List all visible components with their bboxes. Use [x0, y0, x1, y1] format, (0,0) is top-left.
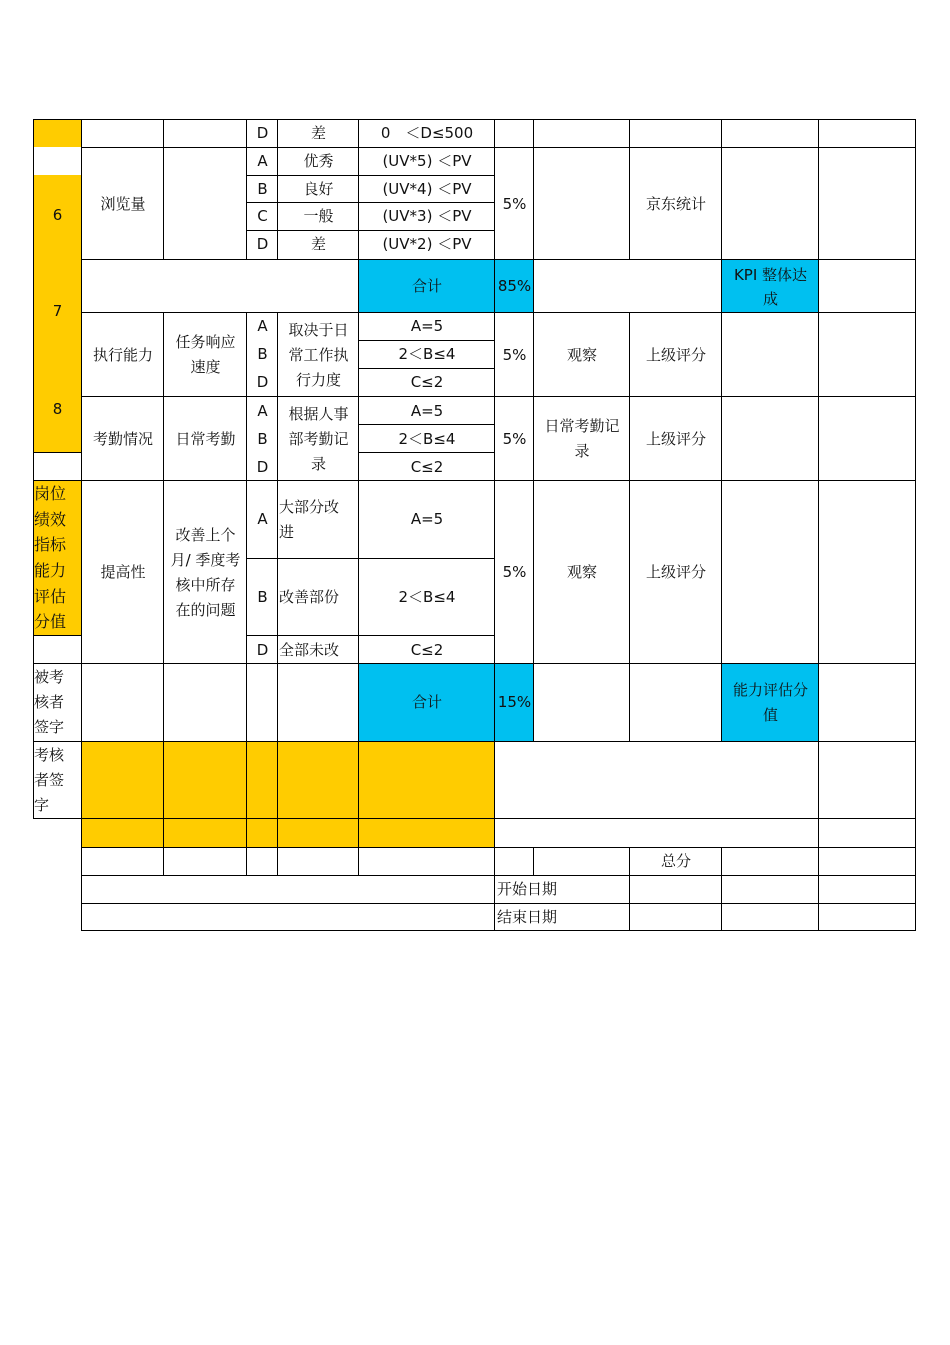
grid-line [163, 119, 164, 260]
grid-line [359, 424, 495, 425]
rule-cell: 2＜B≤4 [398, 344, 456, 363]
grid-line [247, 635, 495, 636]
grid-line [33, 741, 916, 742]
grade-label-cell: 良好 [303, 179, 334, 198]
grid-line [629, 119, 630, 260]
rule-cell: (UV*5) ＜PV [382, 152, 472, 170]
rule-cell: A=5 [410, 401, 444, 420]
grid-line [247, 230, 495, 231]
source-cell: 上级评分 [645, 563, 706, 581]
row-number-7: 7 [52, 302, 63, 320]
grid-line [358, 119, 359, 876]
source-cell: 上级评分 [645, 345, 706, 364]
grade-cell: D [256, 124, 269, 142]
rule-cell: (UV*4) ＜PV [382, 179, 472, 198]
criterion-cell: 全部未改 [279, 640, 340, 659]
grid-line [359, 340, 495, 341]
grade-cell: B [257, 429, 268, 448]
grid-line [82, 396, 916, 397]
grid-line [33, 818, 916, 819]
row-number-8: 8 [52, 400, 63, 418]
rule-cell: (UV*2) ＜PV [382, 234, 472, 253]
kpi-result: KPI 整体达 成 [733, 265, 808, 308]
item-pageviews: 浏览量 [100, 194, 146, 213]
rule-cell: 0 ＜D≤500 [380, 124, 474, 142]
grid-line [82, 312, 916, 313]
rule-cell: A=5 [410, 317, 444, 335]
grid-line [533, 119, 534, 742]
rule-cell: C≤2 [410, 372, 444, 391]
sub-item-daily-attendance: 日常考勤 [175, 429, 236, 448]
criterion-cell: 改善部份 [279, 587, 340, 606]
weight-cell: 5% [502, 345, 527, 364]
grid-line [81, 119, 82, 931]
total-score-label: 总分 [660, 852, 691, 870]
rule-cell: 2＜B≤4 [398, 429, 456, 448]
grid-line [82, 259, 916, 260]
grade-cell: A [257, 401, 268, 420]
grid-line [82, 903, 916, 904]
rule-cell: C≤2 [410, 640, 444, 659]
method-cell: 日常考勤记 录 [544, 417, 620, 460]
rule-cell: A=5 [410, 510, 444, 528]
grid-line [33, 663, 916, 664]
sub-item-response: 任务响应 速度 [175, 333, 236, 376]
grid-line [721, 847, 722, 931]
rule-cell: 2＜B≤4 [398, 587, 456, 606]
grid-line [34, 635, 82, 636]
side-label-assessor-signature: 考核 者签 字 [34, 746, 65, 814]
grid-line [246, 312, 247, 876]
grade-label-cell: 差 [310, 124, 326, 142]
grid-line [629, 312, 630, 742]
grade-label-cell: 差 [310, 234, 326, 253]
rule-cell: C≤2 [410, 457, 444, 476]
grid-line [33, 480, 916, 481]
criterion-cell: 取决于日 常工作执 行力度 [288, 320, 349, 389]
grid-line [247, 175, 495, 176]
kpi-total-weight: 85% [497, 277, 532, 295]
grade-cell: D [256, 640, 269, 659]
grade-cell: B [257, 587, 268, 606]
row-number-6: 6 [52, 206, 63, 224]
grid-line [359, 452, 495, 453]
source-cell: 上级评分 [645, 429, 706, 448]
grade-cell: A [257, 152, 268, 170]
grid-line [82, 847, 916, 848]
method-cell: 观察 [566, 563, 597, 581]
criterion-cell: 根据人事 部考勤记 录 [288, 404, 349, 473]
sub-item-issues: 改善上个 月/ 季度考 核中所存 在的问题 [170, 525, 241, 619]
grid-line [82, 875, 916, 876]
source-cell: 京东统计 [645, 194, 706, 213]
grid-line [33, 119, 34, 819]
grade-cell: D [256, 457, 269, 476]
grid-line [818, 119, 819, 931]
rule-cell: (UV*3) ＜PV [382, 207, 472, 225]
criterion-cell: 大部分改 进 [279, 497, 340, 541]
grid-line [33, 119, 916, 120]
start-date-label: 开始日期 [497, 880, 558, 898]
grid-line [81, 930, 916, 931]
grid-line [163, 312, 164, 876]
side-label-performance: 岗位 绩效 指标 能力 评估 分值 [34, 484, 67, 632]
grade-cell: B [257, 344, 268, 363]
grade-cell: D [256, 372, 269, 391]
weight-cell: 5% [502, 429, 527, 448]
weight-cell: 5% [502, 563, 527, 581]
item-attendance: 考勤情况 [92, 429, 153, 448]
item-improvement: 提高性 [100, 563, 146, 581]
grid-line [82, 147, 916, 148]
grade-cell: B [257, 179, 268, 198]
yellow-band-left [34, 120, 81, 147]
grid-line [629, 847, 630, 931]
ability-result: 能力评估分 值 [732, 680, 808, 724]
grid-line [277, 312, 278, 876]
end-date-label: 结束日期 [497, 908, 558, 926]
grade-cell: A [257, 317, 268, 335]
grade-cell: C [257, 207, 268, 225]
ability-total-weight: 15% [497, 693, 532, 711]
grid-line [721, 119, 722, 742]
kpi-total-label: 合计 [411, 277, 442, 295]
side-label-assessee-signature: 被考 核者 签字 [34, 668, 65, 736]
grade-label-cell: 一般 [303, 207, 334, 225]
ability-total-label: 合计 [411, 693, 442, 711]
grade-label-cell: 优秀 [303, 152, 334, 170]
grid-line [359, 368, 495, 369]
grid-line [246, 119, 247, 260]
grid-line [247, 202, 495, 203]
yellow-band-left-3 [34, 260, 81, 453]
yellow-signature-block [82, 742, 495, 847]
grid-line [247, 558, 495, 559]
grade-cell: D [256, 234, 269, 253]
grid-line [34, 452, 82, 453]
grid-line [915, 119, 916, 931]
grid-line [494, 119, 495, 931]
item-execution: 执行能力 [92, 345, 153, 364]
method-cell: 观察 [566, 345, 597, 364]
grid-line [533, 847, 534, 876]
grid-line [277, 119, 278, 260]
grade-cell: A [257, 510, 268, 528]
weight-cell: 5% [502, 194, 527, 213]
